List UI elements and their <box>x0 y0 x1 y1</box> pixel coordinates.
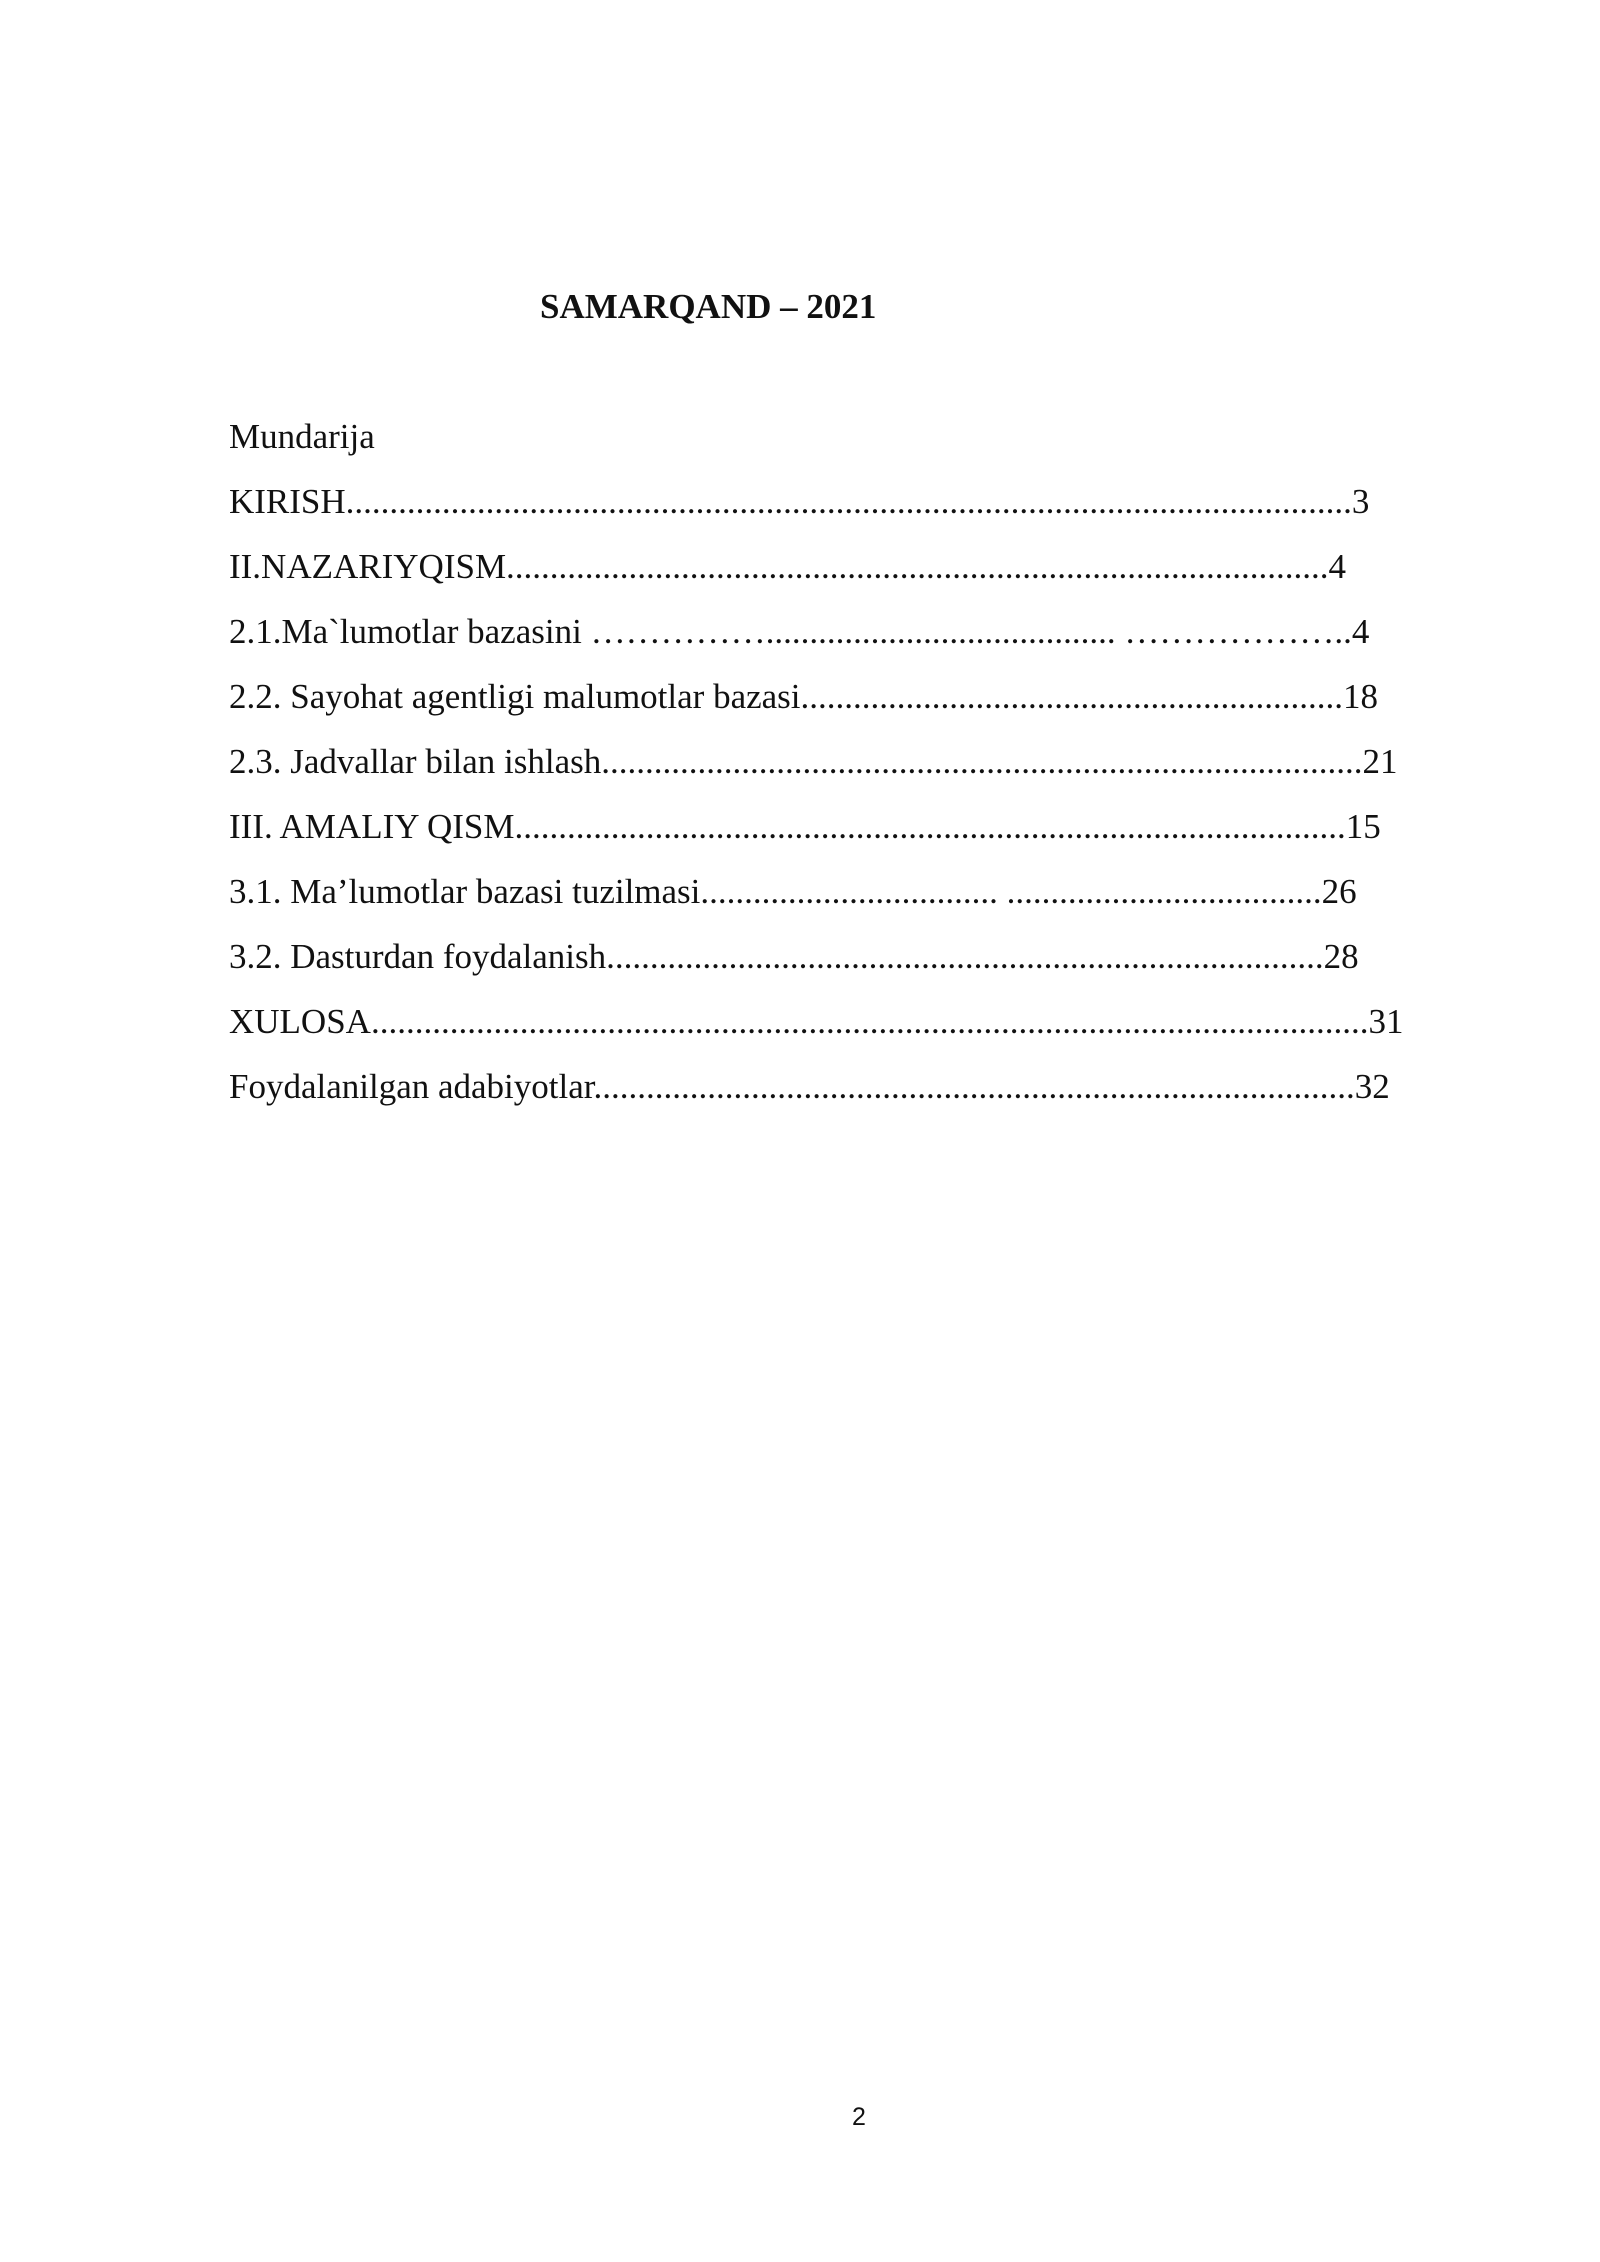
toc-entry-nazariy-qism: II.NAZARIYQISM..............................................................................................4 <box>229 547 1347 586</box>
toc-entry-xulosa: XULOSA..................................................................................................................31 <box>229 1002 1404 1041</box>
page-number: 2 <box>852 2103 866 2131</box>
toc-heading: Mundarija <box>229 417 375 456</box>
toc-entry-2-1: 2.1.Ma`lumotlar bazasini ……………........................................ ………………..4 <box>229 612 1370 651</box>
city-year-title: SAMARQAND – 2021 <box>540 287 877 326</box>
toc-entry-amaliy-qism: III. AMALIY QISM...............................................................................................15 <box>229 807 1381 846</box>
toc-entry-3-2: 3.2. Dasturdan foydalanish..................................................................................28 <box>229 937 1359 976</box>
toc-entry-adabiyotlar: Foydalanilgan adabiyotlar.......................................................................................32 <box>229 1067 1390 1106</box>
toc-entry-kirish: KIRISH...................................................................................................................3 <box>229 482 1370 521</box>
toc-entry-3-1: 3.1. Ma’lumotlar bazasi tuzilmasi.................................. ....................................26 <box>229 872 1357 911</box>
toc-entry-2-3: 2.3. Jadvallar bilan ishlash.......................................................................................21 <box>229 742 1398 781</box>
toc-entry-2-2: 2.2. Sayohat agentligi malumotlar bazasi..............................................................18 <box>229 677 1379 716</box>
